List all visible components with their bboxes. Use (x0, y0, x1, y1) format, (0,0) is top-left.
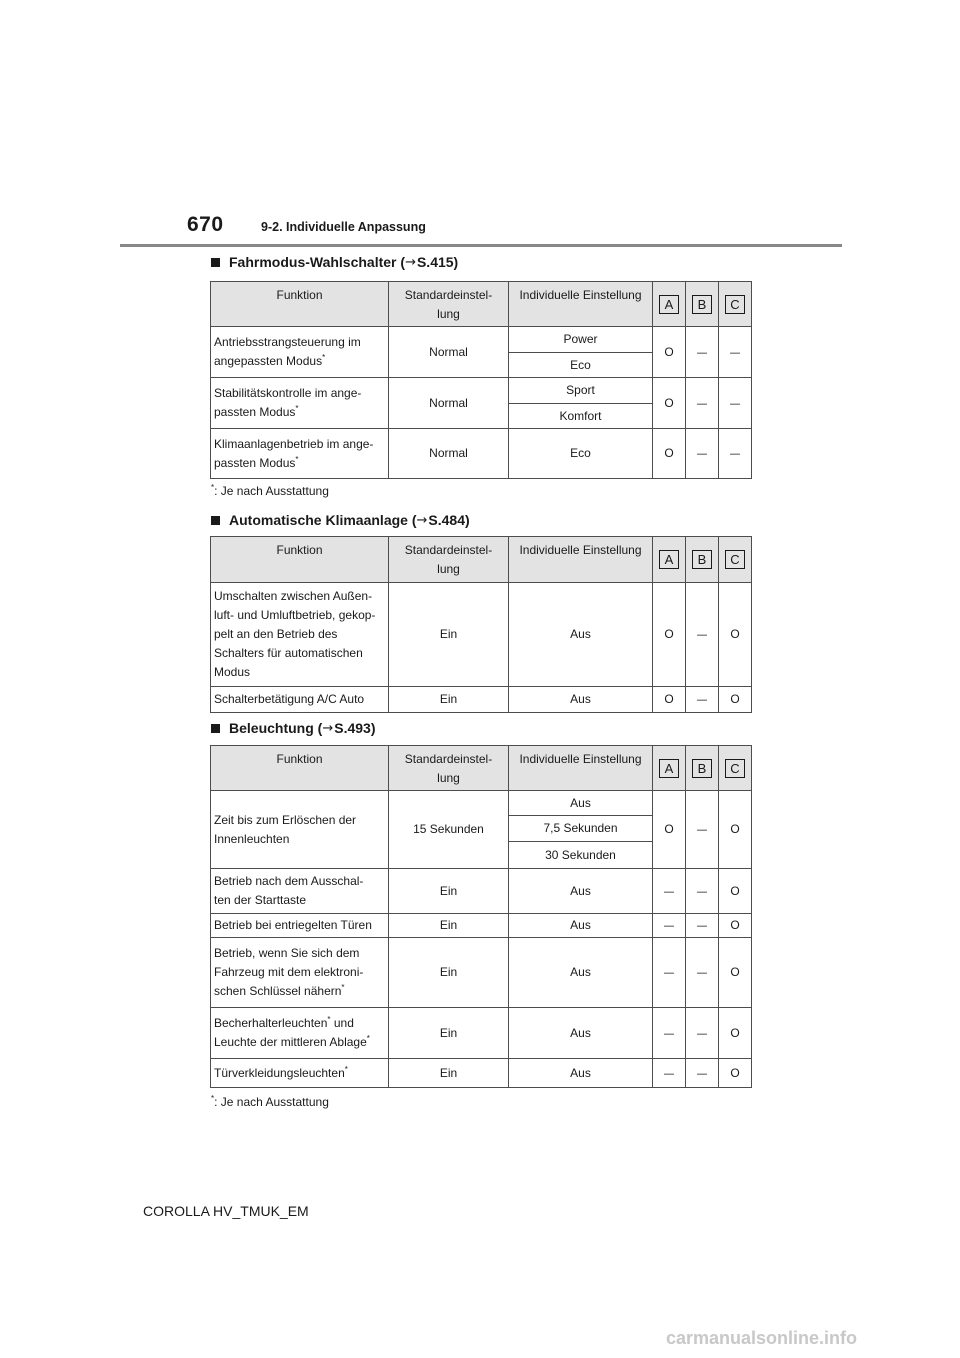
section-title-klimaanlage (211, 512, 470, 528)
letter-c-box: C (725, 759, 745, 778)
section-title-beleuchtung (211, 720, 376, 736)
cell-c: O (719, 1059, 752, 1088)
table-row (211, 938, 752, 1008)
cell-option: Aus (509, 687, 653, 713)
cell-a: — (653, 1008, 686, 1059)
cell-standard: Ein (389, 914, 509, 938)
letter-a-box: A (659, 550, 679, 569)
cell-option: Eco (509, 353, 653, 378)
cell-standard: Ein (389, 1059, 509, 1088)
footnote: *: Je nach Ausstattung (211, 483, 329, 498)
cell-a: O (653, 327, 686, 378)
header-individuell: Individuelle Einstellung (509, 746, 653, 791)
cell-b: — (686, 378, 719, 429)
cell-a: O (653, 583, 686, 687)
cell-b: — (686, 583, 719, 687)
footnote: *: Je nach Ausstattung (211, 1094, 329, 1109)
cell-c: — (719, 378, 752, 429)
cell-option: Aus (509, 1059, 653, 1088)
page-number: 670 (187, 213, 224, 236)
cell-standard: Ein (389, 938, 509, 1008)
letter-b-box: B (692, 550, 712, 569)
cell-c: O (719, 1008, 752, 1059)
cell-funktion: Umschalten zwischen Außen- luft- und Umluftbetrieb, gekop- pelt an den Betrieb des Schalters für automatischen Modus (211, 583, 389, 687)
header-b (686, 746, 719, 791)
header-c (719, 282, 752, 327)
cell-option: Power (509, 327, 653, 353)
cell-b: — (686, 914, 719, 938)
cell-standard: Ein (389, 687, 509, 713)
arrow-icon: → (416, 512, 428, 528)
cell-b: — (686, 869, 719, 914)
cell-b: — (686, 687, 719, 713)
table-row (211, 583, 752, 687)
cell-b: — (686, 1059, 719, 1088)
cell-standard: Ein (389, 869, 509, 914)
cell-option: Komfort (509, 404, 653, 429)
cell-a: O (653, 429, 686, 479)
letter-c-box: C (725, 550, 745, 569)
header-a (653, 746, 686, 791)
table-header-row (211, 537, 752, 583)
table-header-row (211, 282, 752, 327)
cell-funktion: Stabilitätskontrolle im ange- passten Modus* (211, 378, 389, 429)
cell-standard: Ein (389, 583, 509, 687)
section-ref-link[interactable]: S.493) (334, 720, 376, 736)
header-b (686, 282, 719, 327)
cell-c: — (719, 429, 752, 479)
header-a (653, 537, 686, 583)
cell-c: O (719, 869, 752, 914)
cell-c: O (719, 687, 752, 713)
letter-a-box: A (659, 295, 679, 314)
header-funktion: Funktion (211, 282, 389, 327)
cell-option: Sport (509, 378, 653, 404)
header-funktion: Funktion (211, 537, 389, 583)
cell-option: Aus (509, 1008, 653, 1059)
cell-option: Aus (509, 869, 653, 914)
section-ref-link[interactable]: S.484) (428, 512, 470, 528)
header-funktion: Funktion (211, 746, 389, 791)
cell-funktion: Schalterbetätigung A/C Auto (211, 687, 389, 713)
cell-standard: 15 Sekunden (389, 791, 509, 869)
cell-standard: Normal (389, 429, 509, 479)
cell-a: — (653, 938, 686, 1008)
cell-funktion: Klimaanlagenbetrieb im ange- passten Modus* (211, 429, 389, 479)
cell-c: — (719, 327, 752, 378)
section-title-text: Beleuchtung ( (229, 720, 323, 736)
cell-b: — (686, 1008, 719, 1059)
table-beleuchtung (210, 745, 752, 1088)
header-b (686, 537, 719, 583)
header-c (719, 537, 752, 583)
table-row (211, 327, 752, 353)
cell-option: 30 Sekunden (509, 842, 653, 869)
table-header-row (211, 746, 752, 791)
header-standard: Standardeinstel- lung (389, 537, 509, 583)
cell-option: Aus (509, 583, 653, 687)
header-individuell: Individuelle Einstellung (509, 537, 653, 583)
header-a (653, 282, 686, 327)
square-bullet-icon (211, 258, 220, 267)
table-klimaanlage (210, 536, 752, 713)
cell-funktion: Betrieb, wenn Sie sich dem Fahrzeug mit dem elektroni- schen Schlüssel nähern* (211, 938, 389, 1008)
cell-a: — (653, 914, 686, 938)
header-individuell: Individuelle Einstellung (509, 282, 653, 327)
table-row (211, 869, 752, 914)
table-row (211, 1008, 752, 1059)
arrow-icon: → (405, 254, 416, 270)
cell-option: Aus (509, 791, 653, 816)
cell-funktion: Zeit bis zum Erlöschen der Innenleuchten (211, 791, 389, 869)
square-bullet-icon (211, 516, 220, 525)
cell-b: — (686, 791, 719, 869)
table-row (211, 687, 752, 713)
chapter-title: 9-2. Individuelle Anpassung (261, 220, 426, 234)
cell-option: Aus (509, 938, 653, 1008)
footer-model: COROLLA HV_TMUK_EM (143, 1203, 309, 1219)
cell-standard: Ein (389, 1008, 509, 1059)
letter-b-box: B (692, 295, 712, 314)
table-row (211, 914, 752, 938)
cell-c: O (719, 914, 752, 938)
cell-c: O (719, 938, 752, 1008)
cell-b: — (686, 938, 719, 1008)
section-title-text: Fahrmodus-Wahlschalter ( (229, 254, 406, 270)
cell-b: — (686, 429, 719, 479)
cell-c: O (719, 791, 752, 869)
header-standard: Standardeinstel- lung (389, 282, 509, 327)
cell-option: Aus (509, 914, 653, 938)
cell-a: — (653, 1059, 686, 1088)
cell-option: 7,5 Sekunden (509, 816, 653, 842)
cell-funktion: Betrieb nach dem Ausschal- ten der Starttaste (211, 869, 389, 914)
header-c (719, 746, 752, 791)
cell-c: O (719, 583, 752, 687)
table-row (211, 378, 752, 404)
section-title-text: Automatische Klimaanlage ( (229, 512, 417, 528)
cell-funktion: Türverkleidungsleuchten* (211, 1059, 389, 1088)
arrow-icon: → (322, 720, 334, 736)
cell-funktion: Becherhalterleuchten* und Leuchte der mittleren Ablage* (211, 1008, 389, 1059)
section-title-fahrmodus (211, 254, 458, 270)
letter-c-box: C (725, 295, 745, 314)
table-row (211, 1059, 752, 1088)
table-row (211, 429, 752, 479)
cell-b: — (686, 327, 719, 378)
cell-option: Eco (509, 429, 653, 479)
header-rule (120, 244, 842, 247)
letter-b-box: B (692, 759, 712, 778)
watermark: carmanualsonline.info (666, 1328, 858, 1348)
section-ref-link[interactable]: S.415) (416, 254, 459, 270)
cell-a: O (653, 791, 686, 869)
cell-standard: Normal (389, 378, 509, 429)
header-standard: Standardeinstel- lung (389, 746, 509, 791)
letter-a-box: A (659, 759, 679, 778)
cell-a: O (653, 378, 686, 429)
cell-a: O (653, 687, 686, 713)
cell-a: — (653, 869, 686, 914)
table-fahrmodus (210, 281, 752, 479)
cell-funktion: Antriebsstrangsteuerung im angepassten Modus* (211, 327, 389, 378)
cell-standard: Normal (389, 327, 509, 378)
square-bullet-icon (211, 724, 220, 733)
cell-funktion: Betrieb bei entriegelten Türen (211, 914, 389, 938)
table-row (211, 791, 752, 816)
